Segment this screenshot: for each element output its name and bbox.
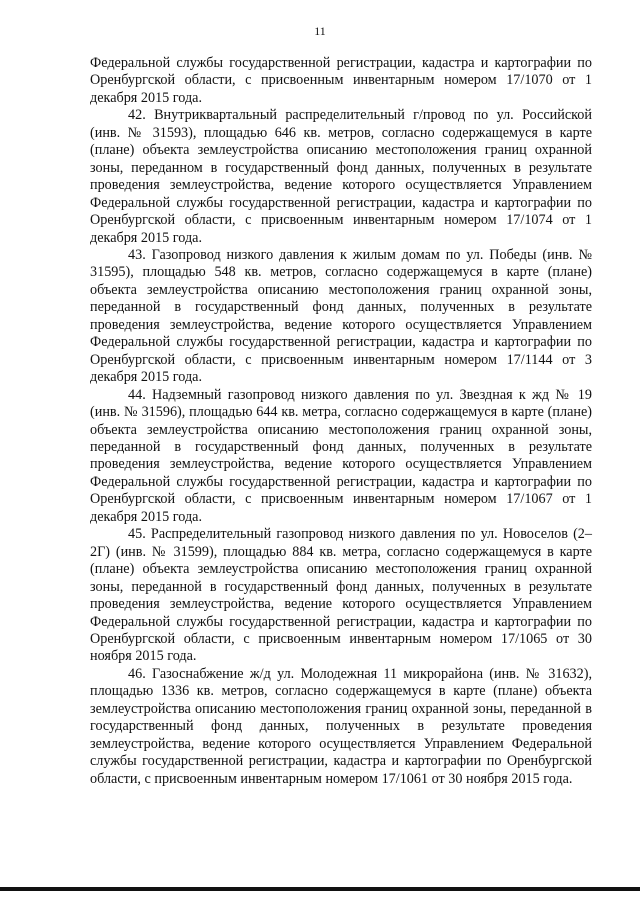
paragraph-item-44: 44. Надземный газопровод низкого давления по ул. Звездная к жд № 19 (инв. № 31596), площадью 644 кв. метра, согласно содержащемуся в карте (плане) объекта землеустройства описанию местоположения границ охранной зоны, переданной в государственный фонд данных, полученных в результате проведения землеустройства, ведение которого осуществляется Управлением Федеральной службы государственной регистрации, кадастра и картографии по Оренбургской области, с присвоенным инвентарным номером 17/1067 от 1 декабря 2015 года. bbox=[90, 386, 592, 525]
paragraph-continuation: Федеральной службы государственной регистрации, кадастра и картографии по Оренбургской области, с присвоенным инвентарным номером 17/1070 от 1 декабря 2015 года. bbox=[90, 55, 592, 106]
page-number: 11 bbox=[314, 24, 326, 38]
document-body bbox=[90, 55, 592, 788]
paragraph-item-42: 42. Внутриквартальный распределительный г/провод по ул. Российской (инв. № 31593), площадью 646 кв. метров, согласно содержащемуся в карте (плане) объекта землеустройства описанию местоположения границ охранной зоны, переданном в государственный фонд данных, полученных в результате проведения землеустройства, ведение которого осуществляется Управлением Федеральной службы государственной регистрации, кадастра и картографии по Оренбургской области, с присвоенным инвентарным номером 17/1074 от 1 декабря 2015 года. bbox=[90, 107, 592, 246]
bottom-rule bbox=[0, 887, 640, 891]
paragraph-item-46: 46. Газоснабжение ж/д ул. Молодежная 11 микрорайона (инв. № 31632), площадью 1336 кв. метров, согласно содержащемуся в карте (плане) объекта землеустройства описанию местоположения границ охранной зоны, переданной в государственный фонд данных, полученных в результате проведения землеустройства, ведение которого осуществляется Управлением Федеральной службы государственной регистрации, кадастра и картографии по Оренбургской области, с присвоенным инвентарным номером 17/1061 от 30 ноября 2015 года. bbox=[90, 665, 592, 787]
paragraph-item-45: 45. Распределительный газопровод низкого давления по ул. Новоселов (2–2Г) (инв. № 31599), площадью 884 кв. метра, согласно содержащемуся в карте (плане) объекта землеустройства описанию местоположения границ охранной зоны, переданной в государственный фонд данных, полученных в результате проведения землеустройства, ведение которого осуществляется Управлением Федеральной службы государственной регистрации, кадастра и картографии по Оренбургской области, с присвоенным инвентарным номером 17/1065 от 30 ноября 2015 года. bbox=[90, 526, 592, 665]
paragraph-item-43: 43. Газопровод низкого давления к жилым домам по ул. Победы (инв. № 31595), площадью 548 кв. метров, согласно содержащемуся в карте (плане) объекта землеустройства описанию местоположения границ охранной зоны, переданной в государственный фонд данных, полученных в результате проведения землеустройства, ведение которого осуществляется Управлением Федеральной службы государственной регистрации, кадастра и картографии по Оренбургской области, с присвоенным инвентарным номером 17/1144 от 3 декабря 2015 года. bbox=[90, 246, 592, 386]
